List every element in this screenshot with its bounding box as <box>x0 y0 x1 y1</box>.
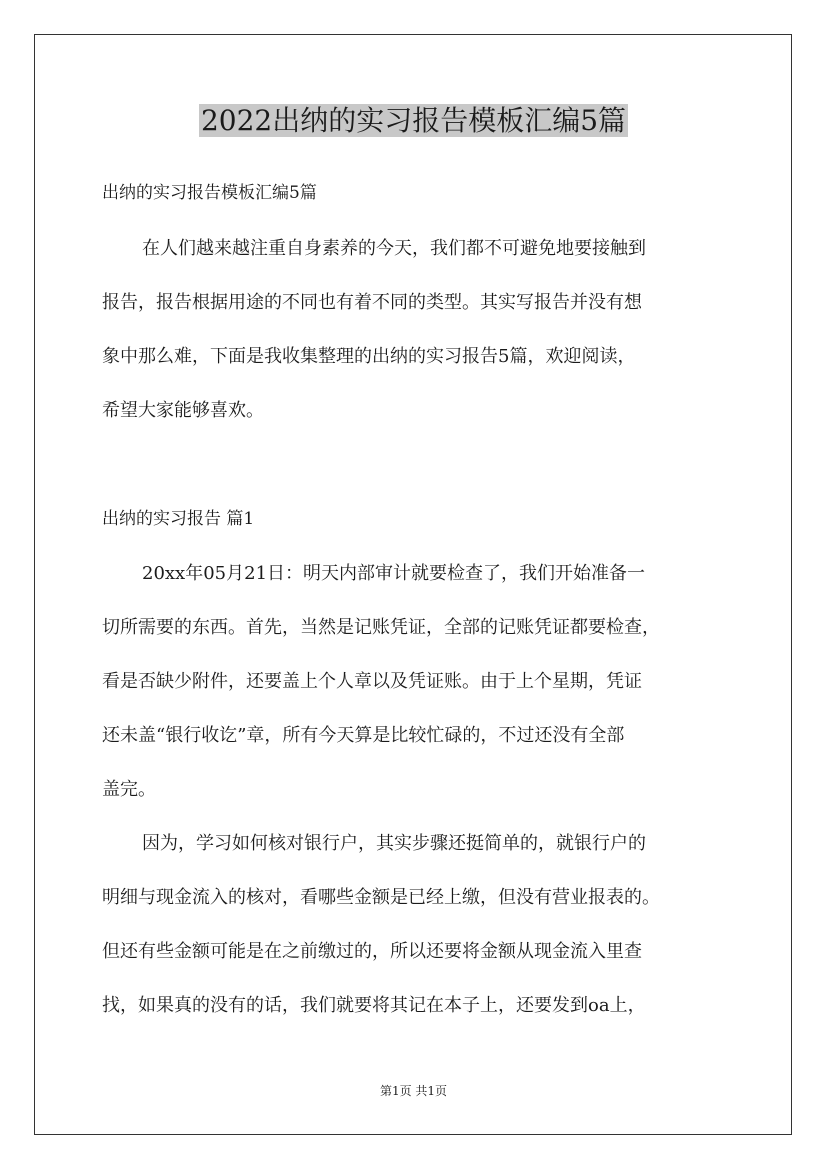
paragraph-line: 还未盖“银行收讫”章，所有今天算是比较忙碌的，不过还没有全部 <box>102 725 625 746</box>
intro-line: 报告，报告根据用途的不同也有着不同的类型。其实写报告并没有想 <box>102 292 642 313</box>
document-subtitle: 出纳的实习报告模板汇编5篇 <box>102 183 317 203</box>
paragraph-line: 看是否缺少附件，还要盖上个人章以及凭证账。由于上个星期，凭证 <box>102 671 642 692</box>
intro-line: 象中那么难，下面是我收集整理的出纳的实习报告5篇，欢迎阅读， <box>102 346 636 367</box>
page-number-footer: 第1页 共1页 <box>379 1084 448 1098</box>
document-title: 2022出纳的实习报告模板汇编5篇 <box>200 104 627 137</box>
paragraph-line: 因为，学习如何核对银行户，其实步骤还挺简单的，就银行户的 <box>142 833 646 854</box>
paragraph-line: 盖完。 <box>102 779 156 800</box>
paragraph-line: 明细与现金流入的核对，看哪些金额是已经上缴，但没有营业报表的。 <box>102 887 660 908</box>
intro-line: 在人们越来越注重自身素养的今天，我们都不可避免地要接触到 <box>142 238 646 259</box>
section-heading: 出纳的实习报告 篇1 <box>102 509 255 529</box>
paragraph-line: 切所需要的东西。首先，当然是记账凭证，全部的记账凭证都要检查， <box>102 617 660 638</box>
intro-line: 希望大家能够喜欢。 <box>102 400 264 421</box>
paragraph-line: 找，如果真的没有的话，我们就要将其记在本子上，还要发到oa上， <box>102 995 646 1016</box>
paragraph-line: 但还有些金额可能是在之前缴过的，所以还要将金额从现金流入里查 <box>102 941 642 962</box>
paragraph-line: 20xx年05月21日：明天内部审计就要检查了，我们开始准备一 <box>142 563 646 584</box>
